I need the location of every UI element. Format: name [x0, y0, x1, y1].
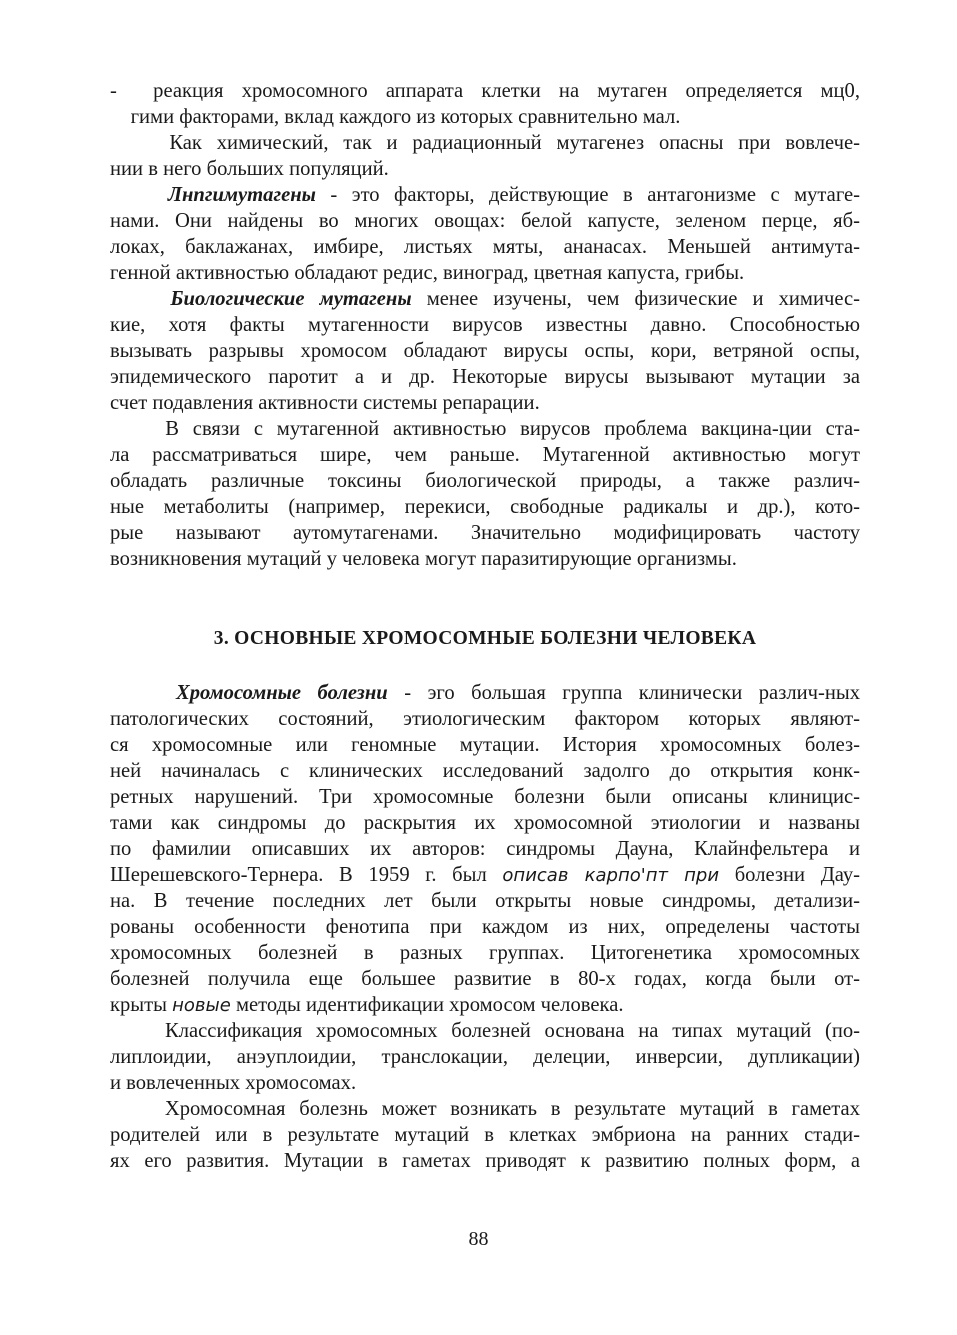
text-line [110, 758, 860, 784]
text-run: хромосомных болезней в разных группах. Цитогенетика хромосомных [110, 942, 860, 964]
text-run: родителей или в результате мутаций в клетках эмбриона на ранних стади- [110, 1124, 860, 1146]
text-line [110, 494, 860, 520]
text-run: Шерешевского-Тернера. В 1959 г. был [110, 864, 503, 886]
emphasized-term: описав карпо'пт при [502, 865, 720, 886]
text-run: болезни Дау- [719, 864, 860, 886]
text-run: В связи с мутагенной активностью вирусов проблема вакцина-ции ста- [110, 418, 860, 440]
text-run: - эго большая группа клинически различ-ных [387, 682, 860, 704]
text-run: локах, баклажанах, имбире, листьях мяты, ананасах. Меньшей антимута- [110, 236, 860, 258]
text-run: менее изучены, чем физические и химичес- [411, 288, 860, 310]
text-line [110, 364, 860, 390]
text-line [110, 888, 860, 914]
text-line [110, 784, 860, 810]
text-line [110, 992, 860, 1018]
text-run: ла рассматриваться шире, чем раньше. Мутагенной активностью могут [110, 444, 860, 466]
text-run: генной активностью обладают редис, виноград, цветная капуста, грибы. [110, 262, 745, 284]
text-run: на. В течение последних лет были открыты новые синдромы, детализи- [110, 890, 860, 912]
text-line [110, 836, 860, 862]
text-run: болезней получила еще большее развитие в 80-х годах, когда были от- [110, 968, 860, 990]
text-line [110, 312, 860, 338]
text-line [110, 390, 860, 416]
text-line [110, 810, 860, 836]
text-run: и вовлеченных хромосомах. [110, 1072, 357, 1094]
text-run: нами. Они найдены во многих овощах: белой капусте, зеленом перце, яб- [110, 210, 860, 232]
text-run: Как химический, так и радиационный мутагенез опасны при вовлече- [110, 132, 860, 154]
text-line [110, 416, 860, 442]
text-run: - реакция хромосомного аппарата клетки на мутаген определяется мц0, [110, 80, 860, 102]
text-run: кие, хотя факты мутагенности вирусов известны давно. Способностью [110, 314, 860, 336]
text-run: Хромосомная болезнь может возникать в результате мутаций в гаметах [110, 1098, 860, 1120]
text-line [110, 208, 860, 234]
text-run: по фамилии описавших их авторов: синдромы Дауна, Клайнфельтера и [110, 838, 860, 860]
text-line [110, 732, 860, 758]
emphasized-term: новые [172, 995, 231, 1016]
text-run: - это факторы, действующие в антагонизме с мутаге- [315, 184, 860, 206]
emphasized-term: Хромосомные болезни [176, 682, 388, 704]
text-run: липлоидии, анэуплоидии, транслокации, делеции, инверсии, дупликации) [110, 1046, 860, 1068]
text-line [110, 940, 860, 966]
text-line [110, 966, 860, 992]
text-run: ях его развития. Мутации в гаметах приводят к развитию полных форм, а [110, 1150, 860, 1172]
text-run [110, 682, 176, 704]
text-line [110, 1070, 860, 1096]
emphasized-term: Биологические мутагены [170, 288, 412, 310]
text-line [110, 104, 860, 130]
text-line [110, 338, 860, 364]
text-run: ней начиналась с клинических исследований задолго до открытия конк- [110, 760, 860, 782]
text-line [110, 680, 860, 706]
page-number: 88 [468, 1228, 489, 1250]
text-line [110, 546, 860, 572]
text-run [110, 288, 170, 310]
text-run: тами как синдромы до раскрытия их хромосомной этиологии и названы [110, 812, 860, 834]
text-run: рованы особенности фенотипа при каждом из них, определены частоты [110, 916, 860, 938]
text-run: нии в него больших популяций. [110, 158, 389, 180]
emphasized-term: Лнпгимутагены [167, 184, 316, 206]
text-line [110, 286, 860, 312]
text-run: ные метаболиты (например, перекиси, свободные радикалы и др.), кото- [110, 496, 860, 518]
text-run: гими факторами, вклад каждого из которых сравнительно мал. [110, 106, 681, 128]
text-run: эпидемического паротит а и др. Некоторые вирусы вызывают мутации за [110, 366, 860, 388]
text-run: ретных нарушений. Три хромосомные болезни были описаны клиницис- [110, 786, 860, 808]
text-line [110, 260, 860, 286]
text-line [110, 1122, 860, 1148]
text-line [110, 520, 860, 546]
text-run: вызывать разрывы хромосом обладают вирусы оспы, кори, ветряной оспы, [110, 340, 860, 362]
text-line [110, 156, 860, 182]
text-run: рые называют аутомутагенами. Значительно модифицировать частоту [110, 522, 860, 544]
text-line [110, 78, 860, 104]
text-run [110, 184, 168, 206]
text-run: обладать различные токсины биологической природы, а также различ- [110, 470, 860, 492]
text-run: ся хромосомные или геномные мутации. История хромосомных болез- [110, 734, 860, 756]
text-line [110, 1148, 860, 1174]
text-run: Классификация хромосомных болезней основана на типах мутаций (по- [110, 1020, 860, 1042]
text-line [110, 468, 860, 494]
section-heading: 3. ОСНОВНЫЕ ХРОМОСОМНЫЕ БОЛЕЗНИ ЧЕЛОВЕКА [213, 628, 757, 649]
text-run: счет подавления активности системы репарации. [110, 392, 540, 414]
text-line [110, 1044, 860, 1070]
text-line [110, 1018, 860, 1044]
text-line [110, 1096, 860, 1122]
text-line [110, 706, 860, 732]
text-run: патологических состояний, этиологическим фактором которых являют- [110, 708, 860, 730]
text-run: методы идентификации хромосом человека. [230, 994, 624, 1016]
text-line [110, 234, 860, 260]
text-line [110, 862, 860, 888]
text-line [110, 182, 860, 208]
text-run: крыты [110, 994, 173, 1016]
text-line [110, 130, 860, 156]
text-line [110, 914, 860, 940]
text-line [110, 442, 860, 468]
text-run: возникновения мутаций у человека могут паразитирующие организмы. [110, 548, 737, 570]
